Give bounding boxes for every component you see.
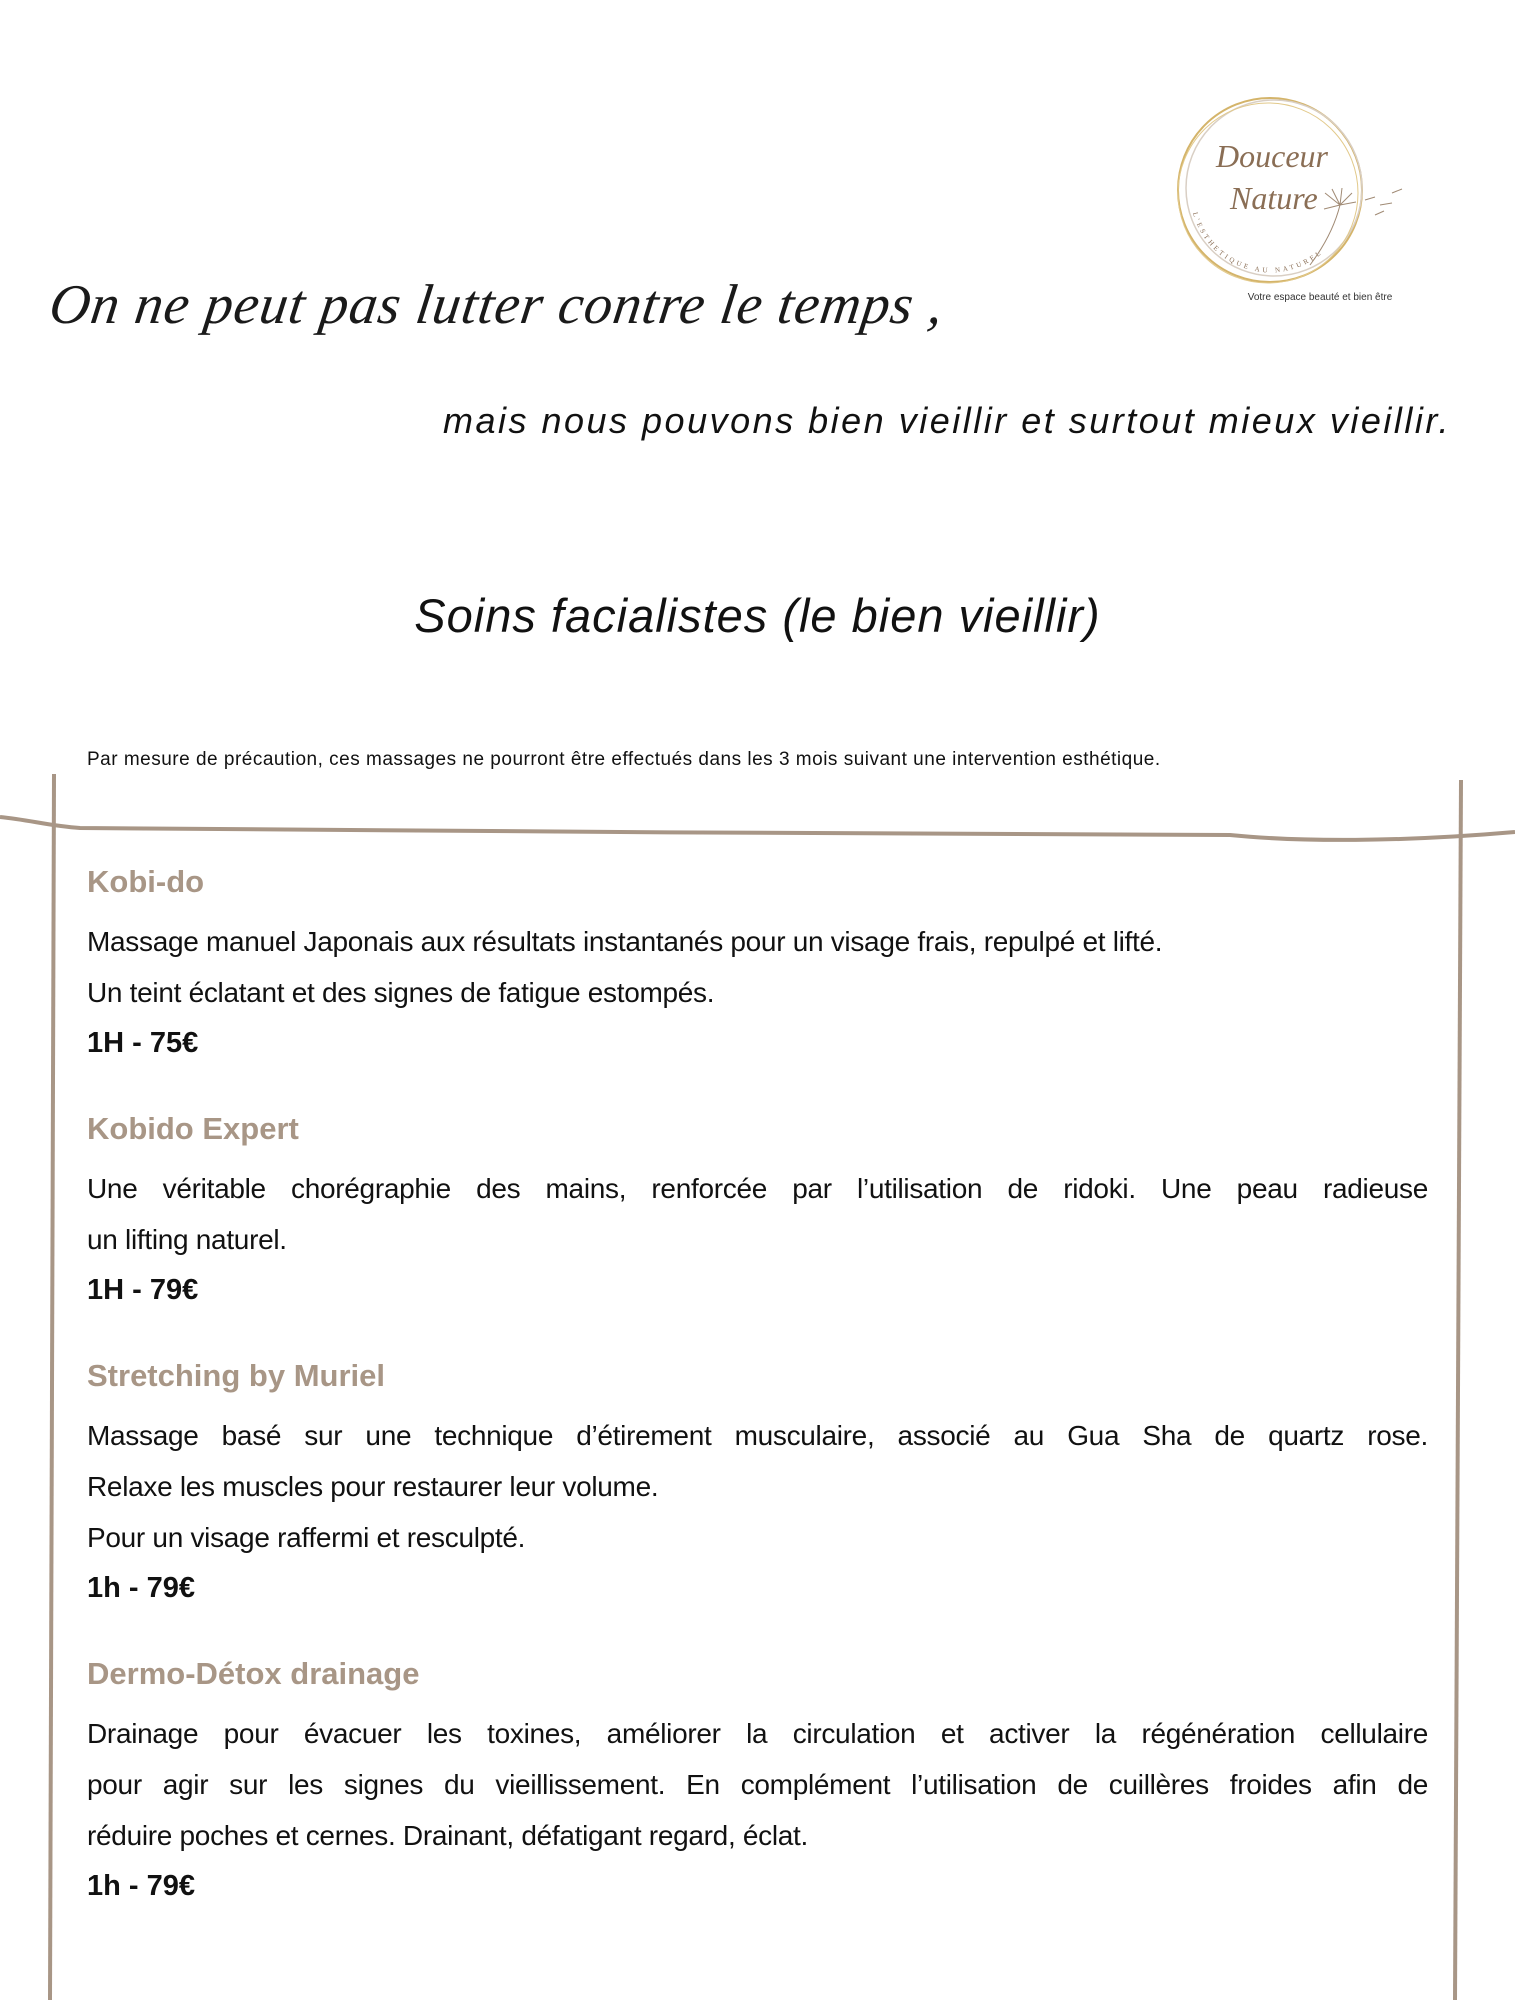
logo-line1: Douceur (1216, 138, 1328, 174)
service-price: 1h - 79€ (87, 1572, 195, 1604)
service-description-line: Massage basé sur une technique d’étirement musculaire, associé au Gua Sha de quartz rose. (87, 1420, 1428, 1451)
service-price: 1h - 79€ (87, 1870, 195, 1902)
service-description-line: Pour un visage raffermi et resculpté. (87, 1522, 526, 1553)
svg-text:L'ESTHETIQUE AU NATUREL (1191, 211, 1325, 274)
service-description-line: un lifting naturel. (87, 1224, 287, 1255)
service-description-line: Relaxe les muscles pour restaurer leur volume. (87, 1471, 659, 1502)
services-list (87, 862, 1428, 1952)
logo-arc-text: L'ESTHETIQUE AU NATUREL (1191, 211, 1325, 275)
service-stretching-by-muriel (87, 1356, 1428, 1614)
service-description-line: Une véritable chorégraphie des mains, renforcée par l’utilisation de ridoki. Une peau radieuse (87, 1173, 1428, 1204)
douceur-nature-logo (1160, 85, 1430, 315)
script-quote: On ne peut pas lutter contre le temps , (45, 274, 949, 336)
service-description-line: Drainage pour évacuer les toxines, améliorer la circulation et activer la régénération cellulaire (87, 1718, 1428, 1749)
logo-line2: Nature (1230, 180, 1318, 216)
service-kobido-expert (87, 1109, 1428, 1316)
service-name: Kobi-do (87, 864, 205, 899)
frame-left-line (50, 774, 55, 2000)
logo-tagline: Votre espace beauté et bien être (1247, 292, 1393, 303)
service-description-line: Un teint éclatant et des signes de fatigue estompés. (87, 977, 715, 1008)
subtitle: mais nous pouvons bien vieillir et surtout mieux vieillir. (442, 400, 1451, 441)
frame-right-line (1455, 780, 1461, 2000)
precaution-note: Par mesure de précaution, ces massages ne pourront être effectués dans les 3 mois suivant une intervention esthétique. (87, 749, 1161, 770)
service-name: Kobido Expert (87, 1111, 299, 1146)
frame-top-line (0, 817, 1515, 840)
service-name: Dermo-Détox drainage (87, 1656, 420, 1691)
service-description-line: pour agir sur les signes du vieillissement. En complément l’utilisation de cuillères froides afin de (87, 1769, 1428, 1800)
page-title: Soins facialistes (le bien vieillir) (414, 589, 1101, 642)
service-description-line: Massage manuel Japonais aux résultats instantanés pour un visage frais, repulpé et lifté. (87, 926, 1163, 957)
service-description-line: réduire poches et cernes. Drainant, défatigant regard, éclat. (87, 1820, 809, 1851)
service-name: Stretching by Muriel (87, 1358, 385, 1393)
service-dermo-detox-drainage (87, 1654, 1428, 1912)
service-kobi-do (87, 862, 1428, 1069)
service-price: 1H - 79€ (87, 1274, 199, 1306)
service-price: 1H - 75€ (87, 1027, 199, 1059)
